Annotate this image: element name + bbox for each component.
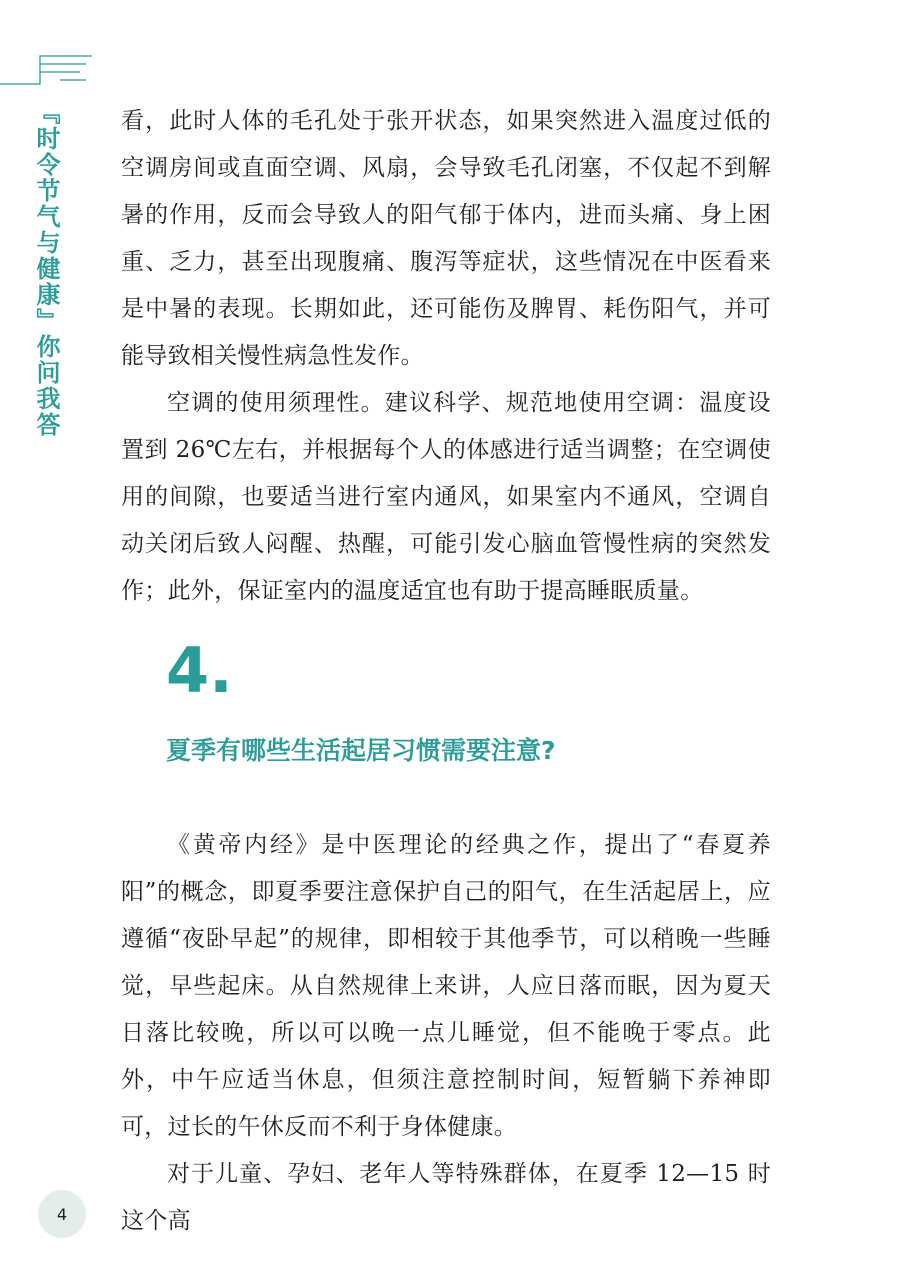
paragraph: 《黄帝内经》是中医理论的经典之作，提出了“春夏养阳”的概念，即夏季要注意保护自己的阳气，在生活起居上，应遵循“夜卧早起”的规律，即相较于其他季节，可以稍晚一些睡觉，早些起床。从自然规律上来讲，人应日落而眠，因为夏天日落比较晚，所以可以晚一点儿睡觉，但不能晚于零点。此外，中午应适当休息，但须注意控制时间，短暂躺下养神即可，过长的午休反而不利于身体健康。 [121,832,771,1140]
paragraph: 看，此时人体的毛孔处于张开状态，如果突然进入温度过低的空调房间或直面空调、风扇，会导致毛孔闭塞，不仅起不到解暑的作用，反而会导致人的阳气郁于体内，进而头痛、身上困重、乏力，甚至出现腹痛、腹泻等症状，这些情况在中医看来是中暑的表现。长期如此，还可能伤及脾胃、耗伤阳气，并可能导致相关慢性病急性发作。 [121,108,771,369]
section-number: 4. [166,634,233,707]
section-heading: 夏季有哪些生活起居习惯需要注意? [166,736,556,765]
paragraph: 对于儿童、孕妇、老年人等特殊群体，在夏季 12—15 时这个高 [121,1161,771,1234]
section-body [121,822,771,1245]
wave-ornament-icon [0,40,110,100]
page-number: 4 [38,1190,86,1238]
paragraph: 空调的使用须理性。建议科学、规范地使用空调：温度设置到 26℃左右，并根据每个人的体感进行适当调整；在空调使用的间隙，也要适当进行室内通风，如果室内不通风，空调自动关闭后致人闷醒、热醒，可能引发心脑血管慢性病的突然发作；此外，保证室内的温度适宜也有助于提高睡眠质量。 [121,390,771,604]
section-continuation [121,98,771,615]
book-title-vertical: 『时令节气与健康』你问我答 [32,100,60,438]
